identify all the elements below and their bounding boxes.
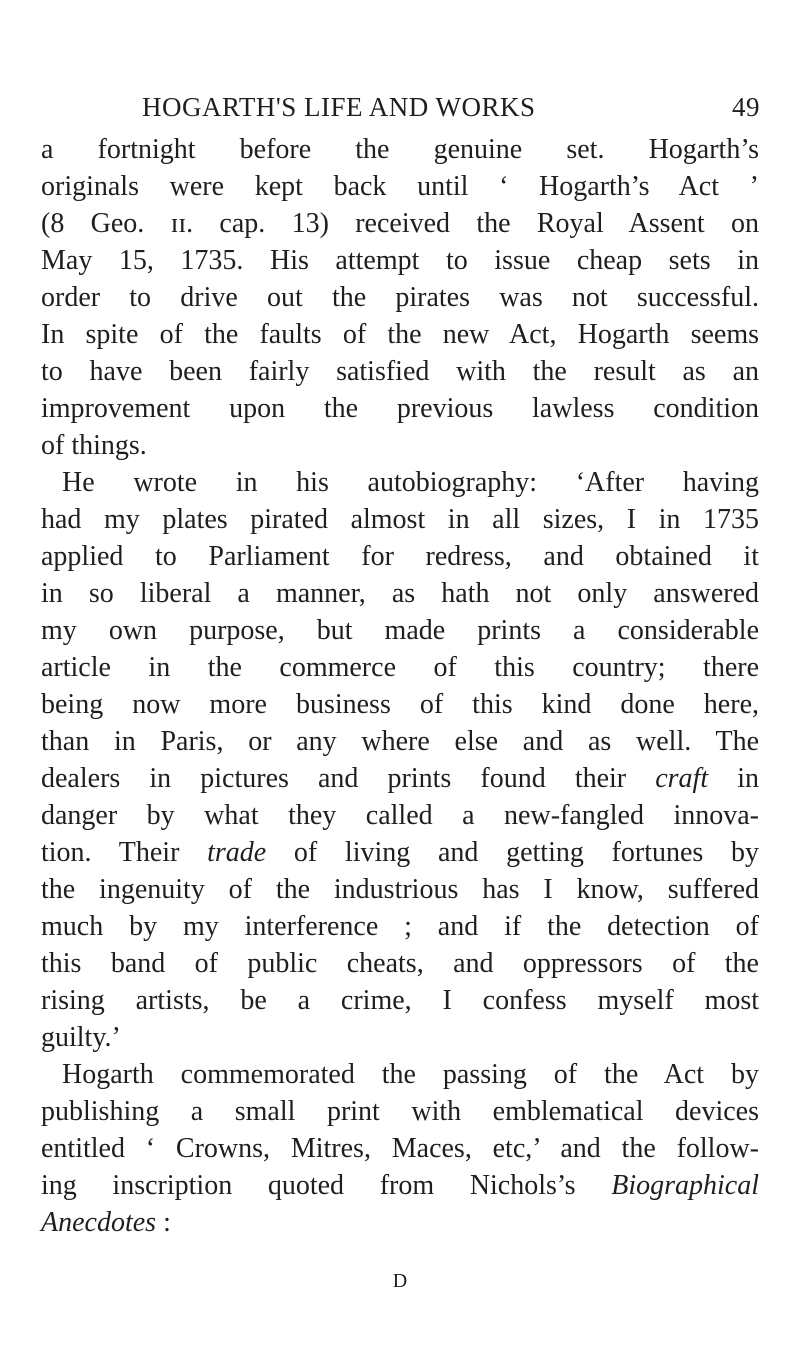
- text-line: entitled ‘ Crowns, Mitres, Maces, etc,’ and the follow-: [41, 1133, 759, 1164]
- text-line: this band of public cheats, and oppressors of the: [41, 948, 759, 979]
- text-line: [41, 834, 759, 871]
- text-line: had my plates pirated almost in all sizes, I in 1735: [41, 504, 759, 535]
- text-line: In spite of the faults of the new Act, Hogarth seems: [41, 319, 759, 350]
- text-segment: :: [156, 1207, 171, 1238]
- text-line: rising artists, be a crime, I confess myself most: [41, 985, 759, 1016]
- italic-word: Anecdotes: [41, 1207, 157, 1238]
- text-segment: dealers in pictures and prints found their: [41, 763, 627, 794]
- text-line: applied to Parliament for redress, and obtained it: [41, 541, 759, 572]
- text-line: a fortnight before the genuine set. Hogarth’s: [41, 134, 759, 165]
- italic-word: trade: [207, 837, 267, 868]
- text-segment: in: [737, 763, 760, 794]
- text-line: publishing a small print with emblematical devices: [41, 1096, 759, 1127]
- text-line: (8 Geo. ɪɪ. cap. 13) received the Royal Assent on: [41, 208, 759, 239]
- text-line: improvement upon the previous lawless condition: [41, 393, 759, 424]
- text-line: article in the commerce of this country; there: [41, 652, 759, 683]
- text-line: [41, 1167, 759, 1204]
- text-line: [41, 1204, 759, 1241]
- text-line: being now more business of this kind done here,: [41, 689, 759, 720]
- text-line: [41, 760, 759, 797]
- text-line: Hogarth commemorated the passing of the Act by: [62, 1059, 759, 1090]
- page-header: [142, 92, 760, 124]
- text-line: He wrote in his autobiography: ‘After having: [62, 467, 759, 498]
- text-line: than in Paris, or any where else and as well. The: [41, 726, 759, 757]
- text-line: much by my interference ; and if the detection of: [41, 911, 759, 942]
- text-line: originals were kept back until ‘ Hogarth’s Act ’: [41, 171, 759, 202]
- text-line: May 15, 1735. His attempt to issue cheap sets in: [41, 245, 759, 276]
- italic-word: craft: [655, 763, 709, 794]
- page-number: 49: [732, 92, 760, 122]
- italic-word: Biographical: [611, 1170, 759, 1201]
- signature-mark: D: [392, 1270, 408, 1292]
- body-text: [41, 131, 759, 1241]
- text-line: guilty.’: [41, 1022, 121, 1053]
- text-line: the ingenuity of the industrious has I know, suffered: [41, 874, 759, 905]
- text-line: of things.: [41, 430, 147, 461]
- text-segment: tion. Their: [41, 837, 180, 868]
- text-segment: of living and getting fortunes by: [293, 837, 760, 868]
- text-line: in so liberal a manner, as hath not only answered: [41, 578, 759, 609]
- text-line: danger by what they called a new-fangled innova-: [41, 800, 759, 831]
- text-segment: ing inscription quoted from Nichols’s: [41, 1170, 576, 1201]
- text-line: order to drive out the pirates was not successful.: [41, 282, 759, 313]
- text-line: to have been fairly satisfied with the result as an: [41, 356, 759, 387]
- text-line: my own purpose, but made prints a considerable: [41, 615, 759, 646]
- running-title: HOGARTH'S LIFE AND WORKS: [142, 92, 536, 122]
